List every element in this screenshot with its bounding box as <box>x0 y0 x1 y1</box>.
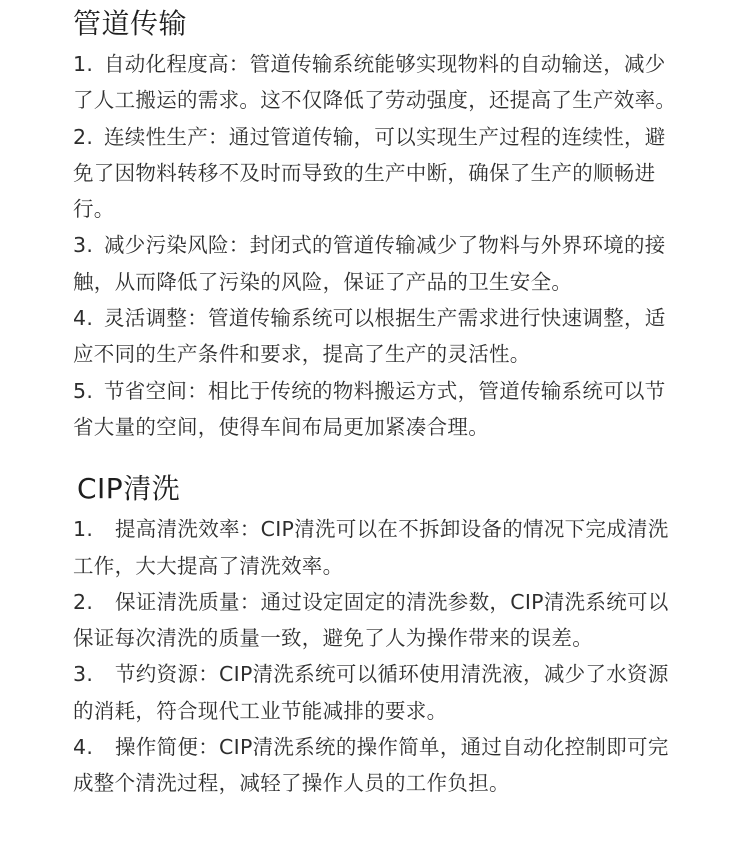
item-number: 3. <box>73 233 94 258</box>
list-item <box>73 373 678 446</box>
item-text: 减少污染风险：封闭式的管道传输减少了物料与外界环境的接触，从而降低了污染的风险，保证了产品的卫生安全。 <box>73 233 666 294</box>
item-text: 连续性生产：通过管道传输，可以实现生产过程的连续性，避免了因物料转移不及时而导致的生产中断，确保了生产的顺畅进行。 <box>73 124 666 222</box>
item-text: 操作简便：CIP清洗系统的操作简单，通过自动化控制即可完成整个清洗过程，减轻了操作人员的工作负担。 <box>73 735 669 796</box>
item-number: 2. <box>73 124 94 149</box>
list-item <box>73 511 678 584</box>
section-title-pipeline: 管道传输 <box>73 7 188 40</box>
item-number: 1. <box>73 52 94 76</box>
list-item <box>73 300 678 373</box>
section-title-cip: CIP清洗 <box>77 472 181 506</box>
item-number: 5. <box>73 378 94 403</box>
item-text: 节省空间：相比于传统的物料搬运方式，管道传输系统可以节省大量的空间，使得车间布局更加紧凑合理。 <box>73 378 666 439</box>
item-number: 3. <box>73 662 94 687</box>
list-item <box>73 227 678 300</box>
item-number: 2. <box>73 589 94 614</box>
item-number: 1. <box>73 517 94 542</box>
document-page <box>0 4 750 861</box>
list-item <box>73 584 678 657</box>
list-item <box>73 119 678 228</box>
item-number: 4. <box>73 735 94 760</box>
list-item <box>73 729 678 802</box>
item-text: 节约资源：CIP清洗系统可以循环使用清洗液，减少了水资源的消耗，符合现代工业节能减排的要求。 <box>73 662 669 723</box>
list-item <box>73 46 678 119</box>
item-number: 4. <box>73 306 94 331</box>
item-text: 提高清洗效率：CIP清洗可以在不拆卸设备的情况下完成清洗工作，大大提高了清洗效率。 <box>73 517 669 578</box>
list-item <box>73 656 678 729</box>
item-text: 保证清洗质量：通过设定固定的清洗参数，CIP清洗系统可以保证每次清洗的质量一致，避免了人为操作带来的误差。 <box>73 589 669 651</box>
item-text: 自动化程度高：管道传输系统能够实现物料的自动输送，减少了人工搬运的需求。这不仅降低了劳动强度，还提高了生产效率。 <box>73 52 677 113</box>
item-text: 灵活调整：管道传输系统可以根据生产需求进行快速调整，适应不同的生产条件和要求，提高了生产的灵活性。 <box>73 306 666 367</box>
